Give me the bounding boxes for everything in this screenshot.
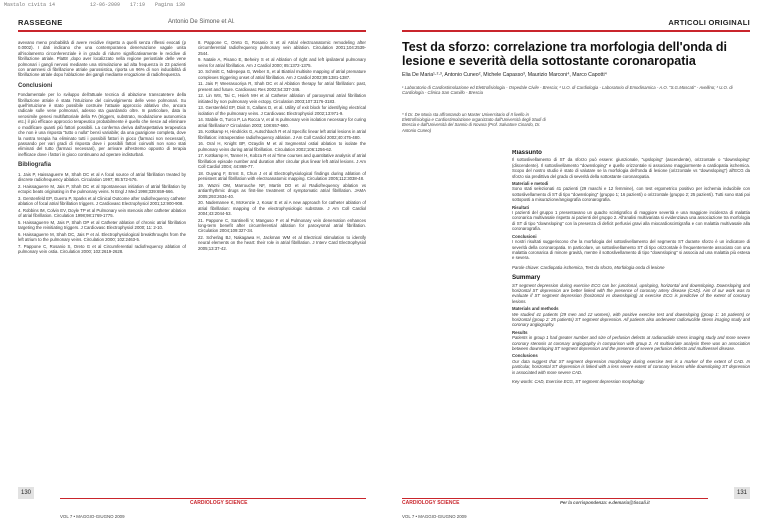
- reference-item: 4. Robbins IM, Colvin EV, Doyle TP et al Pulmonary vein stenosis after catheter ablation of atrial fibrillation. Circulation 1998;98:1769-1775.: [18, 207, 186, 218]
- reference-item: 21. Pappone C, Santinelli V, Manguso F et al Pulmonary vein denervation enhances long-term benefit after circumferential ablation for paroxysmal atrial fibrillation. Circulation 2004;109:327-34.: [198, 217, 366, 234]
- abstract-block: [512, 150, 750, 500]
- keywords-en: Key words: CAD, Exercise ECG, ST segment depression morphology: [512, 379, 645, 385]
- reference-item: 11. Jais P, Weerasooriya R, Shah DC et al Ablation therapy for atrial fibrillation: past, present and future. Cardiovasc Res 2002;54:337-346.: [198, 81, 366, 92]
- reference-item: 10. Schmitt C, Ndrepepa G, Weber S, et al Biatrial multisite mapping of atrial premature complexes triggering onset of atrial fibrillation. Am J Cardiol 2002;89:1381-1387.: [198, 69, 366, 80]
- conclusions-heading-en: Conclusions: [512, 353, 538, 359]
- intro-paragraph: avevano meno probabilità di avere recidive rispetto a quelli senza riflessi evocati (p 0.0002). I dati indicano che una contemporanea denervazione vagale unita all'isolamento circonferenziale è in grado di ridurre significativamente le recidive di fibrillazione atriale. Platt8 ,dopo aver localizzato nella regione periostiale delle vene polmonari i gangli nervosi mediante una stimolazione ad alta frequenza in 23 pazienti con anamnesi di fibrillazione atriale parossistica, riporta un 96% di non inducibilità di fibrillazione atriale dopo l'ablazione dei gangli mediante erogazione di radiofrequenza.: [18, 40, 186, 78]
- reference-item: 1. Jais P, Haissaguerre M, Shah DC et al A focal source of atrial fibrillation treated by discrete radiofrequency ablation. Circulation 1997; 95:572-576.: [18, 171, 186, 182]
- reference-item: 19. Wazni OM, Marrouche NF, Martin DO et al Radiofrequency ablation vs antiarrhythmic drugs as first-line treatment of symptomatic atrial fibrillation. JAMA 2005;293:2634-40.: [198, 182, 366, 199]
- section-label: RASSEGNE: [18, 18, 63, 27]
- reference-item: 8. Pappone C, Oreto G, Rosanio S et al Atrial electroanatomic remodeling after circumferential radiofrequency pulmonary vein ablation. Circulation 2001;104:2539-2544.: [198, 40, 366, 56]
- journal-name: CARDIOLOGY SCIENCE: [402, 500, 460, 506]
- conclusions-text-en: Our data suggest that ST segment depression morphology during exercise test is a marker of the extent of CAD. In particular, horizontal ST depression is linked with a less severe extent of coronary lesions while downsloping ST depression is associated with more severe CAD.: [512, 358, 750, 375]
- reference-item: 15. Kottkamp H, Hindricks G, Autschbach R et al Specific linear left atrial lesions in atrial fibrillation: intraoperative radiofrequency ablation. J Am Coll Cardiol 2002;40:475-480.: [198, 129, 366, 140]
- reference-item: 14. Stabile G, Turco P, La Rocca V, et al Is pulmonary vein isolation necessary for curing atrial fibrillation? Circulation 2003; 108:657-660.: [198, 117, 366, 128]
- file-name: Mastalo civita 14: [4, 2, 56, 8]
- conclusions-paragraph: Fondamentale per lo sviluppo dell'attuale tecnica di ablazione transcatetere della fibrillazione atriale è stata l'intuizione del coinvolgimento delle vene polmonari. Su quell'intuizione è stato possibile costruire l'attuale approccio ablativo che, ancora radicale sulle vene polmonari, adesso sta guardando oltre. In particolare, data la verosimile genesi multifattoriale della FA (triggers, substrato, modulazione autonomica etc.) il più efficace approccio terapeutico probabilmente è quello che riesce ad eliminare o modificare quanti più fattori possibili. La conferma deriva dall'aspettativa terapeutica che non è una risposta "tutto o nulla" bensì variabile; da una guarigione completa, dove la nostra terapia ha eliminato tutti i possibili fattori in gioco (farmaci non necessari), passando per vari gradi di risposta dove i possibili fattori coinvolti non sono stati eliminati del tutto (farmaci necessari), per arrivare all'estremo opposto di terapia inefficace dove i fattori in gioco continuano ad operare indisturbati.: [18, 92, 186, 157]
- methods-text: We studied 41 patients (29 men and 12 women), with positive exercise test and downsloping (group 1: 16 patients) or horizontal (group 2: 25 patients) ST segment depression. All patients also underwent radionuclide stress imaging study and coronary angiography.: [512, 311, 750, 328]
- keywords-it: Parole chiave: Cardiopatia ischemica, Test da sforzo, Morfologia onda di lesione: [512, 264, 665, 270]
- journal-name: CARDIOLOGY SCIENCE: [190, 500, 248, 506]
- conclusioni-text: I nostri risultati suggeriscono che la morfologia del sottoslivellamento del segmento ST durante sforzo è un indicatore di severità della coronaropatia. In particolare, un sottoslivellamento ST di tipo orizzontale è frequentemente associato con una malattia coronarica di minore gravità, mentre il sottoslivellamento di tipo "downsloping" si associa ad una malattia più estesa e severa.: [512, 239, 750, 261]
- affiliations: ¹ Laboratorio di Cardiostimolazione ed Elettrofisiologia - Ospedale Civile - Brescia; ² U.O. di Cardiologia - Laboratorio di Emodinamica - A.O. "S.G.Moscati" - Avellino; ³ U.O. di Cardiologia - Clinica San Camillo - Brescia: [402, 85, 733, 96]
- file-header: [0, 0, 768, 10]
- reference-item: 3. Gerstenfeld EP, Guerra P, Sparks et al Clinical Outcome after radiofrequency catheter ablation of focal atrial fibrillation triggers. J Cardiovasc Electrophysiol 2001;12:900-908.: [18, 195, 186, 206]
- article-authors: Elia De Maria¹·²·³, Antonio Cuneo², Michele Capasso³, Maurizio Marconi⁴, Marco Capotti⁴: [402, 72, 607, 78]
- file-date: 12-06-2009: [90, 2, 121, 8]
- reference-item: 22. Scherlag BJ, Nakagawa H, Jackman WM et al Electrical stimulation to identify neural elements on the heart: their role in atrial fibrillation. J Interv Card Electrophysiol 2005;13:37-42.: [198, 235, 366, 251]
- riassunto-text: Il sottoslivellamento di ST da sforzo può essere: giunzionale, "upsloping" (ascendente), orizzontale o "downsloping" (discendente). Il sottoslivellamento "downsloping" e quello orizzontale si associano maggiormente a cardiopatia ischemica. Scopo del nostro studio è stato di valutare se la morfologia dell'onda di lesione (orizzontale vs "downsloping") all'ECG da sforzo sia predittiva del grado di severità della sottostante coronaropatia.: [512, 157, 750, 179]
- volume-label: VOL 7 • MAGGIO-GIUGNO 2009: [60, 514, 125, 519]
- reference-item: 17. Kottkamp H, Tanner H, Kobza R et al Time courses and quantitative analysis of atrial fibrillation episode number and duration after circular plus linear left atrial lesions. J Am Coll Cardiol 2004; 44:869-77.: [198, 153, 366, 170]
- article-title: Test da sforzo: correlazione tra morfologia dell'onda di lesione e severità della sottostante coronaropatia: [402, 40, 728, 68]
- bibliography-heading: Bibliografia: [18, 162, 52, 169]
- correspondence: Per la corrispondenza: e.demaria@tiscali.it: [560, 500, 650, 505]
- reference-item: 2. Haissaguerre M, Jais P, Shah DC et al Spontaneous initiation of atrial fibrillation by ectopic beats originating in the pulmonary veins. N Engl J Med 1998;339:659-666.: [18, 183, 186, 194]
- left-column-1: [18, 40, 186, 485]
- reference-item: 6. Haissaguerre M, Shah DC, Jais P et al. Electrophysiological breakthroughs from the left atrium to the pulmonary veins. Circulation 2000; 102:2463-5.: [18, 231, 186, 242]
- materiali-text: Sono stati selezionati 41 pazienti (29 maschi e 12 femmine), con test ergometrico positivo per ischemia inducibile con sottoslivellamento di ST di tipo "downsloping" (gruppo 1; 16 pazienti) o orizzontale (gruppo 2; 25 pazienti). Tutti sono stati poi sottoposti a misurazione/angiografia coronarografia.: [512, 186, 750, 203]
- file-page: Pagina 130: [155, 2, 186, 8]
- results-heading: Results: [512, 329, 528, 335]
- volume-label: VOL 7 • MAGGIO-GIUGNO 2009: [402, 514, 467, 519]
- conclusioni-heading: Conclusioni: [512, 233, 537, 239]
- journal-footer: [402, 498, 708, 506]
- page-number: 130: [18, 487, 34, 499]
- reference-item: 5. Haissaguerre M, Jais P, Shah DP et al Catheter ablation of chronic atrial fibrillation targeting the reinitiating triggers. J Cardiovasc Electrophysiol 2000; 11: 2-10.: [18, 219, 186, 230]
- reference-item: 18. Ouyang F, Ernst S, Chun J et al Electrophysiological findings during ablation of persistent atrial fibrillation with electroanatomic mapping. Circulation 2005;112:3038-48.: [198, 170, 366, 182]
- journal-footer: [60, 498, 366, 506]
- conclusions-heading: Conclusioni: [18, 82, 53, 89]
- reference-item: 13. Gerstenfeld EP, Dixit S, Callans D, et al. Utility of exit block for identifying electrical isolation of the pulmonary veins. J Cardiovasc Electrophysiol 2002;13:971-9.: [198, 105, 366, 116]
- reference-item: 7. Pappone C, Rosanio S, Oreto G et al Circumferential radiofrequency ablation of pulmonary vein ostia. Circulation 2000; 102:2619-2628.: [18, 243, 186, 254]
- risultati-text: I pazienti del gruppo 1 presentavano un quadro scintigrafico di maggiore severità e una maggiore incidenza di malattia coronarica multivasale rispetto ai pazienti del gruppo 2. All'analisi multivariata si evidenziava una associazione tra morfologia di ST di tipo "downsloping" con la presenza di deficit perfusivi gravi alla miocardioscintigrafia e con malattia multivasale alla coronarografia.: [512, 210, 750, 232]
- materiali-heading: Materiali e metodi: [512, 181, 549, 187]
- right-section-bar: [402, 18, 750, 32]
- methods-heading: Materials and methods: [512, 306, 559, 312]
- right-page: [384, 10, 768, 525]
- file-time: 17:19: [130, 2, 146, 8]
- reference-item: 16. Oral H, Knight BP, Ozaydin M et al Segmental ostial ablation to isolate the pulmonary veins during atrial fibrillation. Circulation 2002;106:1256-62.: [198, 141, 366, 152]
- page-number: 131: [734, 487, 750, 499]
- results-text: Patients in group 1 had greater number and size of perfusion defects at radionuclide stress imaging study and more severe coronary stenosis at coronary angiography in comparison with group 2. At multivariate analysis there was an association between downsloping ST segment depression and the presence of severe perfusion defects and multivessel disease.: [512, 335, 750, 351]
- reference-item: 20. Nademanee K, McKenzie J, Kosar E et al A new approach for catheter ablation of atrial fibrillation: mapping of the electrophysiologic substrate. J Am Coll Cardiol 2004;43:2044-53.: [198, 200, 366, 217]
- reference-item: 12. Lin WS, Tai C, Hsieh MH et al Catheter ablation of paroxysmal atrial fibrillation initiated by non pulmonary vein ectopy. Circulation 2003;107:3176-3183.: [198, 93, 366, 104]
- summary-heading: Summary: [512, 274, 541, 282]
- running-authors: Antonio De Simone et Al.: [168, 19, 235, 25]
- summary-text: ST segment depression during exercise ECG can be: junctional, upsloping, horizontal and downsloping. Downsloping and horizontal ST depression are better linked with the presence of coronary artery disease (CAD). Aim of our work was to evaluate if ST segment depression (horizontal vs downsloping) at exercise ECG is predictive of the extent of coronary lesions.: [512, 282, 750, 304]
- author-note: * Il Dr. De Maria sta affrontando un Master Universitario di II livello in Elettrofisiologia e Cardiostimolazione organizzato dall'Università degli Studi di Brescia e dall'Università del Sannio di Novara (Prof. Salvatore Cinardo, Dr. Antonio Cuneo): [402, 112, 546, 133]
- riassunto-heading: Riassunto: [512, 150, 542, 156]
- section-label: ARTICOLI ORIGINALI: [668, 18, 750, 27]
- left-page: [0, 10, 384, 525]
- left-section-bar: [18, 18, 366, 32]
- left-column-2: [198, 40, 366, 485]
- reference-item: 9. Natale A, Pisano E, Beheiry S et al Ablation of right and left ipsilateral pulmonary veins for atrial fibrillation. Am J Cardiol 2000; 85:1372-1375.: [198, 57, 366, 68]
- risultati-heading: Risultati: [512, 204, 529, 210]
